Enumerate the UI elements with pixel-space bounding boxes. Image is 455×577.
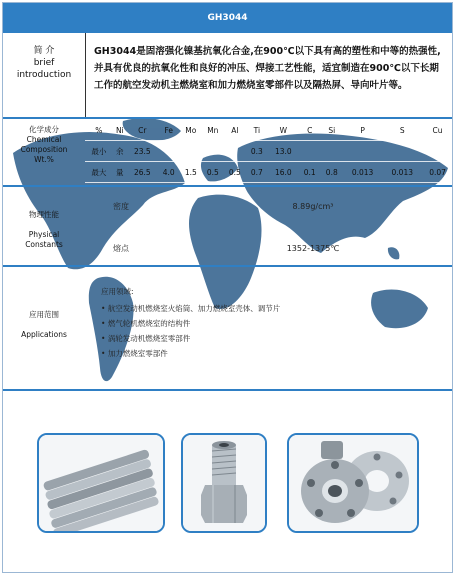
table-cell: 0.8	[321, 162, 343, 183]
table-row	[85, 141, 453, 162]
table-cell: 0.013	[343, 162, 383, 183]
table-cell	[158, 141, 180, 162]
intro-label	[3, 45, 85, 81]
table-cell	[343, 141, 383, 162]
table-header-cell: Ti	[246, 120, 268, 141]
table-header-cell: S	[382, 120, 422, 141]
table-header-cell: Mo	[180, 120, 202, 141]
composition-label	[3, 125, 85, 165]
table-header-cell: Cu	[422, 120, 453, 141]
list-item: • 燃气轮机燃烧室的结构件	[101, 316, 280, 331]
list-item: • 加力燃烧室零部件	[101, 346, 280, 361]
table-cell: 余	[113, 141, 127, 162]
table-cell: 23.5	[127, 141, 158, 162]
applications-label	[3, 310, 85, 340]
composition-label-cn: 化学成分	[29, 125, 59, 134]
product-photos	[3, 398, 452, 573]
melting-label: 熔点	[113, 243, 129, 253]
table-row	[85, 162, 453, 183]
table-cell: 1.5	[180, 162, 202, 183]
physical-label-en: Constants	[25, 240, 63, 249]
density-label: 密度	[113, 201, 129, 211]
table-cell: 26.5	[127, 162, 158, 183]
table-cell: 4.0	[158, 162, 180, 183]
datasheet-page	[2, 2, 453, 573]
table-header-cell: C	[299, 120, 321, 141]
composition-table	[85, 120, 453, 183]
applications-label-cn: 应用范围	[29, 310, 59, 319]
spec-content	[3, 3, 453, 398]
applications-label-en: Applications	[21, 330, 67, 339]
density-row	[85, 193, 453, 219]
table-cell: 0.7	[246, 162, 268, 183]
table-header-cell: Cr	[127, 120, 158, 141]
composition-label-en: Chemical	[26, 135, 62, 144]
physical-label-en: Physical	[28, 230, 60, 239]
table-header-cell: Si	[321, 120, 343, 141]
physical-label-cn: 物理性能	[29, 210, 59, 219]
density-value: 8.89g/cm³	[292, 201, 334, 211]
table-cell: 量	[113, 162, 127, 183]
intro-label-cn: 简 介	[33, 46, 55, 56]
table-cell	[202, 141, 224, 162]
melting-value: 1352-1375℃	[286, 243, 340, 253]
applications-title: 应用领域:	[101, 287, 134, 296]
composition-label-en: Wt.%	[34, 155, 54, 164]
table-cell: 0.5	[202, 162, 224, 183]
threaded-fitting-image	[181, 433, 267, 533]
table-header-cell: W	[268, 120, 299, 141]
intro-label-en: introduction	[16, 70, 72, 80]
table-header-cell: P	[343, 120, 383, 141]
list-item: • 航空发动机燃烧室火焰筒、加力燃烧室壳体、调节片	[101, 301, 280, 316]
table-cell: 最大	[85, 162, 113, 183]
table-cell: 0.1	[299, 162, 321, 183]
applications-list	[101, 301, 280, 361]
table-cell: 13.0	[268, 141, 299, 162]
table-header-row	[85, 120, 453, 141]
steel-pipes-image	[37, 433, 165, 533]
table-cell: 0.013	[382, 162, 422, 183]
table-cell: 16.0	[268, 162, 299, 183]
list-item: • 涡轮发动机燃烧室零部件	[101, 331, 280, 346]
table-header-cell: Fe	[158, 120, 180, 141]
table-cell: 0.5	[224, 162, 246, 183]
table-cell	[224, 141, 246, 162]
table-cell: 最小	[85, 141, 113, 162]
table-header-cell: %	[85, 120, 113, 141]
table-cell	[321, 141, 343, 162]
table-header-cell: Al	[224, 120, 246, 141]
table-cell	[382, 141, 422, 162]
table-cell: 0.07	[422, 162, 453, 183]
header-title: GH3044	[207, 13, 248, 23]
intro-text: GH3044是固溶强化镍基抗氧化合金,在900℃以下具有高的塑性和中等的热强性,并具有优良的抗氧化性和良好的冲压、焊接工艺性能，适宜制造在900℃以下长期工作的航空发动机主燃烧室和加力燃烧室零部件以及隔热屏、导向叶片等。	[94, 46, 441, 91]
table-header-cell: Mn	[202, 120, 224, 141]
intro-label-en: brief	[33, 58, 55, 68]
table-header-cell: Ni	[113, 120, 127, 141]
table-cell	[299, 141, 321, 162]
composition-label-en: Composition	[20, 145, 68, 154]
table-cell	[422, 141, 453, 162]
physical-label	[3, 210, 85, 250]
table-cell: 0.3	[246, 141, 268, 162]
table-cell	[180, 141, 202, 162]
flanges-image	[287, 433, 419, 533]
melting-row	[85, 235, 453, 261]
